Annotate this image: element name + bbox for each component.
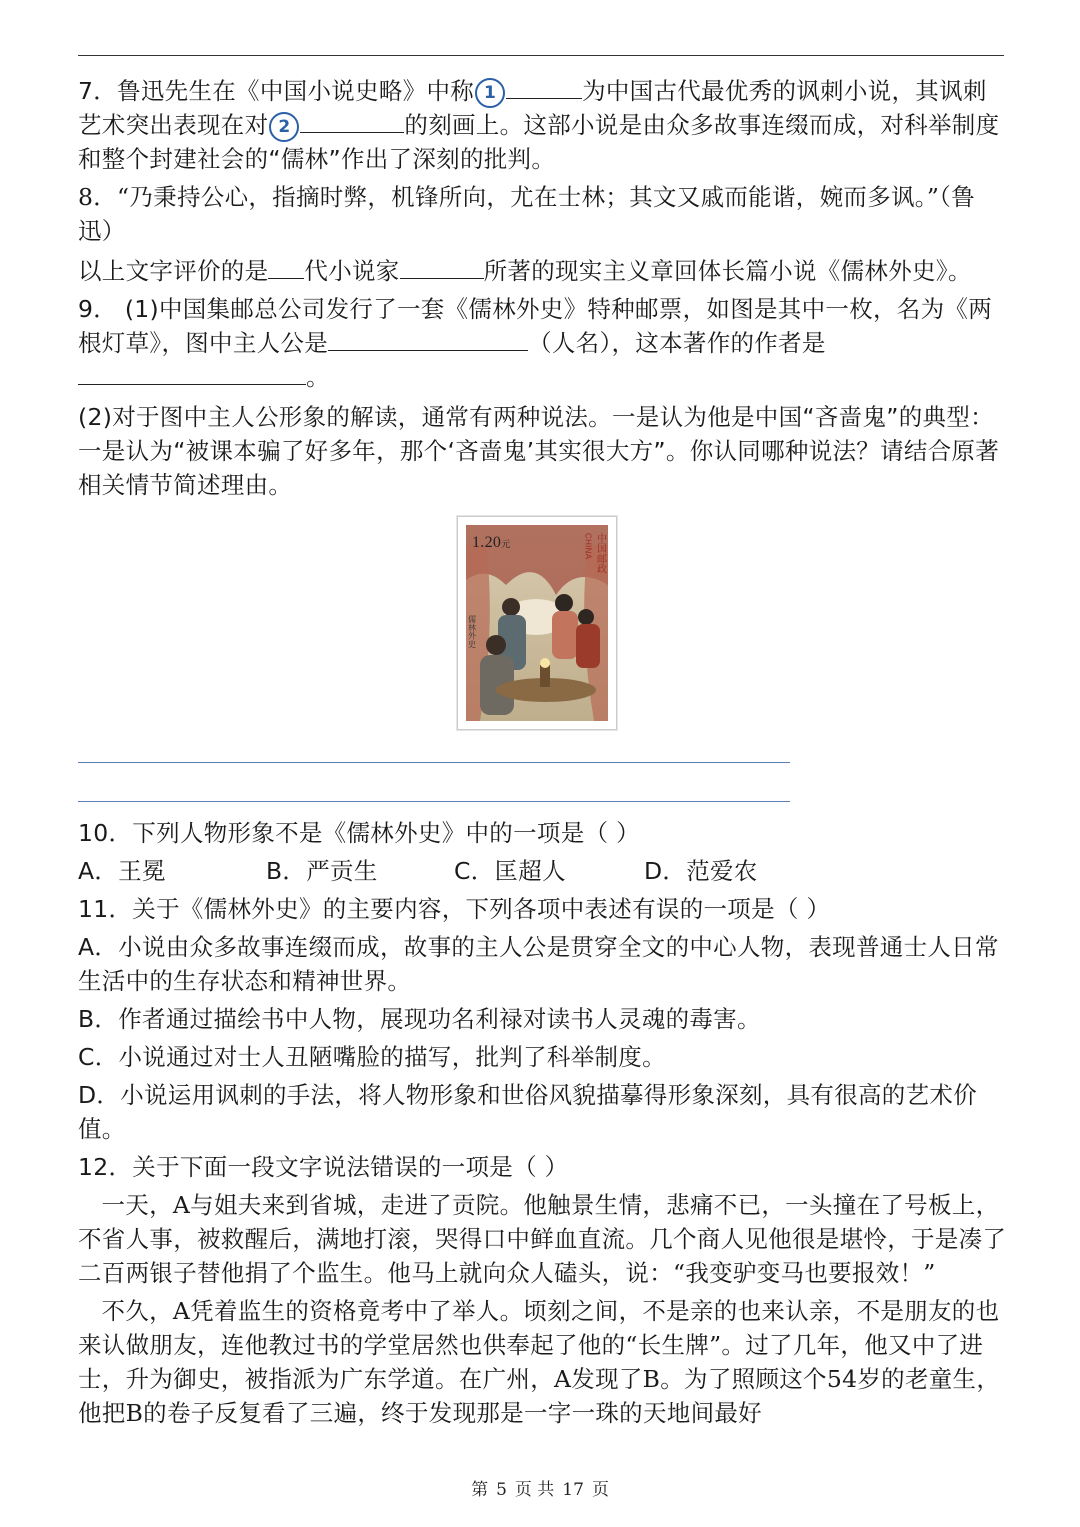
q9-text-3: 。 — [306, 363, 330, 391]
q10-options — [78, 854, 1008, 888]
answer-blank[interactable] — [506, 74, 582, 99]
header-rule — [78, 55, 1004, 56]
stamp-image — [457, 516, 617, 730]
stamp-figure — [457, 516, 617, 730]
answer-blank[interactable] — [268, 254, 304, 279]
exam-content — [78, 74, 1008, 1434]
total-pages: 17 — [562, 1480, 584, 1500]
stamp-illustration — [466, 525, 608, 721]
page-footer — [0, 1475, 1080, 1500]
stamp-series: 儒林外史 — [467, 615, 477, 649]
q7-text-2: 为中国古代最优秀的讽刺小说，其讽刺艺术突出表现在对 — [78, 77, 987, 139]
footer-prefix: 第 — [471, 1480, 489, 1500]
circled-number-2: 2 — [269, 112, 299, 142]
option-c[interactable]: C．小说通过对士人丑陋嘴脸的描写，批判了科举制度。 — [78, 1043, 666, 1071]
q7-text-3: 的刻画上。这部小说是由众多故事连缀而成，对科举制度和整个封建社会的“儒林”作出了深刻的批判。 — [78, 111, 1000, 173]
option-c[interactable]: C．匡超人 — [454, 857, 566, 885]
q9-part2: (2)对于图中主人公形象的解读，通常有两种说法。一是认为他是中国“吝啬鬼”的典型：一是认为“被课本骗了好多年，那个‘吝啬鬼’其实很大方”。你认同哪种说法？请结合原著相关情节简述理由。 — [78, 403, 1000, 499]
q8-text-1: 以上文字评价的是 — [78, 257, 269, 285]
question-12 — [78, 1150, 1008, 1430]
option-d[interactable]: D．小说运用讽刺的手法，将人物形象和世俗风貌描摹得形象深刻，具有很高的艺术价值。 — [78, 1081, 977, 1143]
option-b[interactable]: B．作者通过描绘书中人物，展现功名利禄对读书人灵魂的毒害。 — [78, 1005, 761, 1033]
stamp-value: 1.20 — [472, 534, 502, 551]
question-11 — [78, 892, 1008, 1146]
q8-text-2: 代小说家 — [304, 257, 400, 285]
q9-text-2: （人名），这本著作的作者是 — [528, 329, 826, 357]
question-10 — [78, 816, 1008, 888]
q12-stem: 12．关于下面一段文字说法错误的一项是（ ） — [78, 1153, 569, 1181]
q8-fill-line — [78, 254, 1008, 288]
answer-blank[interactable] — [328, 326, 528, 351]
option-a[interactable]: A．小说由众多故事连缀而成，故事的主人公是贯穿全文的中心人物，表现普通士人日常生活中的生存状态和精神世界。 — [78, 933, 999, 995]
circled-number-1: 1 — [475, 78, 505, 108]
q12-passage-2: 不久，A凭着监生的资格竟考中了举人。顷刻之间，不是亲的也来认亲，不是朋友的也来认做朋友，连他教过书的学堂居然也供奉起了他的“长生牌”。过了几年，他又中了进士，升为御史，被指派为广东学道。在广州，A发现了B。为了照顾这个54岁的老童生，他把B的卷子反复看了三遍，终于发现那是一字一珠的天地间最好 — [78, 1297, 1001, 1427]
stamp-country-en: CHINA — [583, 533, 593, 560]
q7-text-1: 7．鲁迅先生在《中国小说史略》中称 — [78, 77, 475, 105]
page-number: 5 — [496, 1480, 507, 1500]
footer-mid: 页 共 — [514, 1480, 555, 1500]
question-7 — [78, 74, 1008, 176]
question-9 — [78, 292, 1008, 502]
answer-line[interactable] — [78, 762, 790, 763]
option-a[interactable]: A．王冕 — [78, 857, 166, 885]
answer-blank[interactable] — [300, 108, 404, 133]
stamp-unit: 元 — [501, 539, 511, 549]
q10-stem: 10．下列人物形象不是《儒林外史》中的一项是（ ） — [78, 819, 640, 847]
answer-blank[interactable] — [78, 360, 306, 385]
q9-text-1: 9． (1)中国集邮总公司发行了一套《儒林外史》特种邮票，如图是其中一枚，名为《两根灯草》，图中主人公是 — [78, 295, 993, 357]
option-d[interactable]: D．范爱农 — [644, 857, 758, 885]
option-b[interactable]: B．严贡生 — [266, 857, 378, 885]
q11-stem: 11．关于《儒林外史》的主要内容，下列各项中表述有误的一项是（ ） — [78, 895, 831, 923]
stamp-country: 中国邮政 — [594, 533, 606, 575]
answer-line[interactable] — [78, 801, 790, 802]
footer-suffix: 页 — [591, 1480, 609, 1500]
q12-passage-1: 一天，A与姐夫来到省城，走进了贡院。他触景生情，悲痛不已，一头撞在了号板上，不省人事，被救醒后，满地打滚，哭得口中鲜血直流。几个商人见他很是堪怜，于是凑了二百两银子替他捐了个监生。他马上就向众人磕头，说：“我变驴变马也要报效！” — [78, 1191, 1007, 1287]
q8-quote: 8．“乃秉持公心，指摘时弊，机锋所向，尤在士林；其文又戚而能谐，婉而多讽。”（鲁迅） — [78, 183, 975, 245]
answer-blank[interactable] — [400, 254, 484, 279]
question-8 — [78, 180, 1008, 288]
q8-text-3: 所著的现实主义章回体长篇小说《儒林外史》。 — [483, 257, 972, 285]
